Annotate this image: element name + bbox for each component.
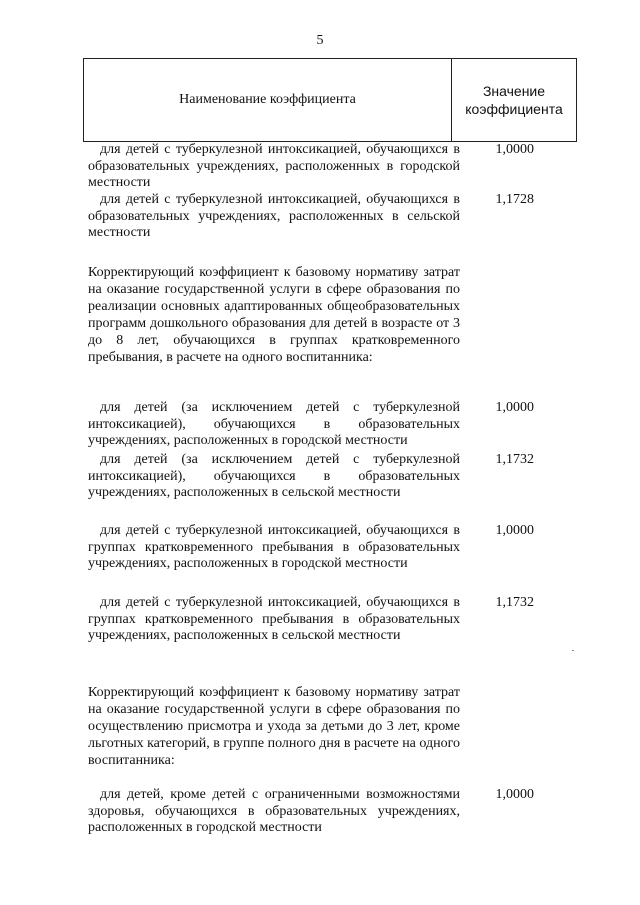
coefficient-description: для детей с туберкулезной интоксикацией, обучающихся в группах кратковременного пребывания в образовательных учреждениях, расположенных в сельской местности	[88, 595, 460, 643]
coefficient-row	[88, 787, 570, 837]
section-heading: Корректирующий коэффициент к базовому нормативу затрат на оказание государственной услуги в сфере образования по реализации основных адаптированных общеобразовательных программ дошкольного образования для детей в возрасте от 3 до 8 лет, обучающихся в группах кратковременного пребывания, в расчете на одного воспитанника:	[88, 265, 460, 365]
coefficient-row	[88, 142, 570, 192]
table-header	[83, 58, 577, 142]
coefficient-value: 1,1728	[495, 192, 534, 207]
section-heading: Корректирующий коэффициент к базовому нормативу затрат на оказание государственной услуги в сфере образования по осуществлению присмотра и ухода за детьми до 3 лет, кроме льготных категорий, в группе полного дня в расчете на одного воспитанника:	[88, 685, 461, 768]
header-coefficient-name: Наименование коэффициента	[84, 59, 452, 141]
coefficient-row	[88, 595, 570, 645]
coefficient-row	[88, 452, 570, 502]
coefficient-value: 1,0000	[495, 400, 534, 415]
coefficient-value: 1,1732	[495, 595, 534, 610]
coefficient-value: 1,0000	[495, 787, 534, 802]
coefficient-description: для детей с туберкулезной интоксикацией, обучающихся в группах кратковременного пребывания в образовательных учреждениях, расположенных в городской местности	[88, 523, 460, 571]
page-number: 5	[316, 33, 324, 48]
coefficient-row	[88, 400, 570, 450]
coefficient-description: для детей с туберкулезной интоксикацией, обучающихся в образовательных учреждениях, расположенных в сельской местности	[88, 192, 460, 240]
coefficient-description: для детей (за исключением детей с туберкулезной интоксикацией), обучающихся в образовательных учреждениях, расположенных в сельской местности	[88, 452, 460, 500]
header-coefficient-value: Значение коэффициента	[465, 83, 563, 117]
coefficient-description: для детей (за исключением детей с туберкулезной интоксикацией), обучающихся в образовательных учреждениях, расположенных в городской местности	[88, 400, 460, 448]
coefficient-value: 1,0000	[495, 523, 534, 538]
scan-speck	[572, 650, 574, 651]
coefficient-row	[88, 192, 570, 242]
coefficient-value: 1,0000	[495, 142, 534, 157]
coefficient-row	[88, 523, 570, 573]
coefficient-description: для детей, кроме детей с ограниченными возможностями здоровья, обучающихся в образовательных учреждениях, расположенных в городской местности	[88, 787, 460, 835]
coefficient-value: 1,1732	[495, 452, 534, 467]
coefficient-description: для детей с туберкулезной интоксикацией, обучающихся в образовательных учреждениях, расположенных в городской местности	[88, 142, 460, 190]
